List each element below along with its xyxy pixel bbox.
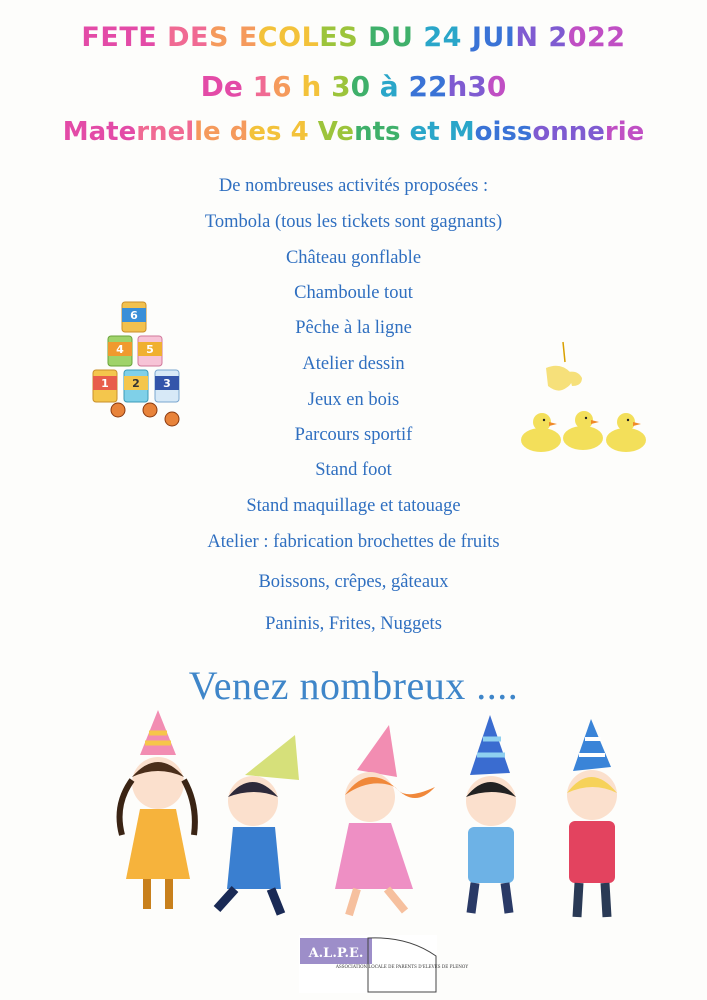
list-item: Stand maquillage et tatouage bbox=[246, 496, 461, 516]
svg-text:5: 5 bbox=[146, 343, 154, 356]
list-item: Château gonflable bbox=[285, 248, 422, 268]
list-item: Chamboule tout bbox=[294, 283, 413, 303]
list-item: Jeux en bois bbox=[307, 390, 400, 410]
event-hours: De 16 h 30 à 22h30 bbox=[200, 70, 507, 103]
closing-message: Venez nombreux .... bbox=[188, 663, 519, 708]
list-item: Paninis, Frites, Nuggets bbox=[265, 614, 442, 634]
svg-text:2: 2 bbox=[132, 377, 140, 390]
list-item: Atelier : fabrication brochettes de fruits bbox=[207, 532, 500, 552]
party-kids-icon bbox=[95, 705, 635, 935]
association-logo bbox=[298, 934, 469, 994]
logo-acronym: A.L.P.E. bbox=[308, 946, 364, 961]
list-item: Parcours sportif bbox=[294, 425, 413, 445]
logo-subtitle bbox=[335, 964, 469, 969]
event-schools: Maternelle des 4 Vents et Moissonnerie bbox=[62, 117, 645, 147]
list-item: Boissons, crêpes, gâteaux bbox=[258, 572, 449, 592]
rubber-ducks-icon bbox=[518, 340, 653, 460]
svg-text:1: 1 bbox=[101, 377, 109, 390]
cans-pyramid-icon bbox=[88, 294, 188, 429]
activities-intro: De nombreuses activités proposées : bbox=[218, 176, 489, 196]
event-title: FETE DES ECOLES DU 24 JUIN 2022 bbox=[81, 22, 626, 53]
list-item: Atelier dessin bbox=[302, 354, 405, 374]
svg-text:4: 4 bbox=[116, 343, 124, 356]
list-item: Pêche à la ligne bbox=[295, 318, 412, 338]
svg-text:3: 3 bbox=[163, 377, 171, 390]
logo-subtitle-text: ASSOCIATION LOCALE DE PARENTS D'ELEVES DE PLENOY bbox=[335, 964, 469, 969]
list-item: Stand foot bbox=[315, 460, 392, 480]
list-item: Tombola (tous les tickets sont gagnants) bbox=[204, 212, 503, 232]
svg-text:6: 6 bbox=[130, 309, 138, 322]
